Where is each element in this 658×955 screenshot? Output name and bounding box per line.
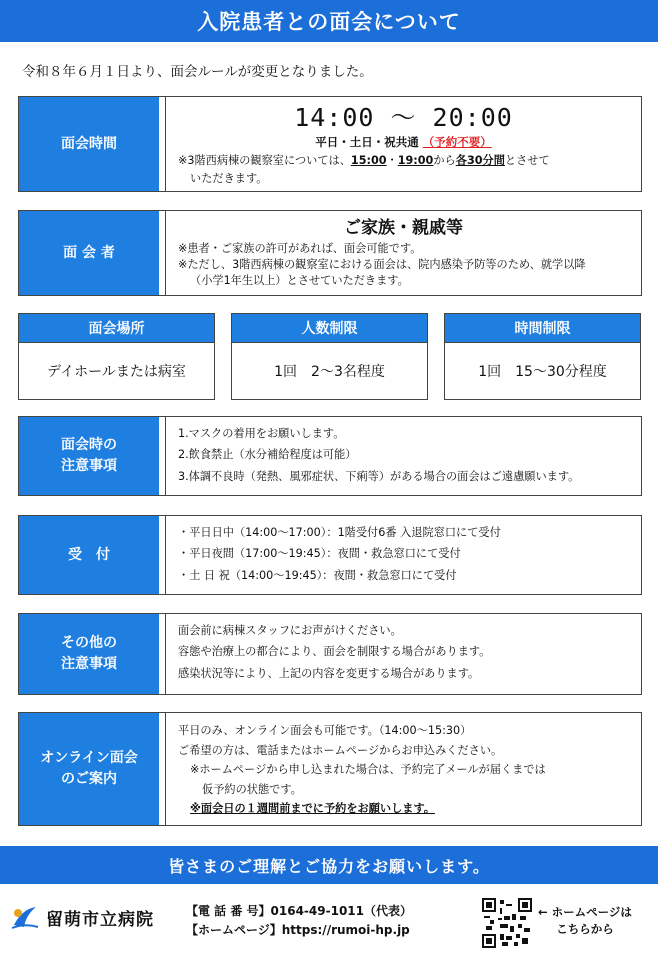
hospital-logo-icon (10, 903, 40, 931)
people-limit-head: 人数制限 (232, 314, 427, 342)
list-item: 面会前に病棟スタッフにお声がけください。 (178, 624, 402, 637)
place-value: デイホールまたは病室 (19, 342, 214, 399)
footer-message: 皆さまのご理解とご協力をお願いします。 (0, 846, 658, 884)
visit-days: 平日・土日・祝共通 (315, 135, 419, 149)
other-notes-section (18, 613, 642, 695)
list-item: 容態や治療上の都合により、面会を制限する場合があります。 (178, 645, 491, 659)
list-item: 感染状況等により、上記の内容を変更する場合があります。 (178, 666, 480, 680)
reception-section (18, 515, 642, 595)
time-limit-value: 1回 15～30分程度 (445, 342, 640, 399)
precautions-label: 面会時の 注意事項 (19, 417, 159, 495)
place-box (18, 313, 215, 400)
people-limit-value: 1回 2～3名程度 (232, 342, 427, 399)
no-reservation: （予約不要） (422, 135, 492, 149)
visit-hours-label: 面会時間 (19, 97, 159, 191)
reservation-deadline: ※面会日の１週間前までに予約をお願いします。 (190, 802, 435, 816)
homepage-url[interactable]: 【ホームページ】https://rumoi-hp.jp (186, 922, 410, 937)
visit-hours-section (18, 96, 642, 192)
list-item: ・土 日 祝（14:00～19:45）：夜間・救急窓口にて受付 (178, 568, 457, 582)
visitors-label: 面 会 者 (19, 211, 159, 295)
other-notes-label: その他の 注意事項 (19, 614, 159, 694)
page-title: 入院患者との面会について (0, 0, 658, 42)
list-item: 3.体調不良時（発熱、風邪症状、下痢等）がある場合の面会はご遠慮願います。 (178, 469, 580, 483)
contact-info (186, 902, 412, 939)
phone-number: 【電 話 番 号】0164-49-1011（代表） (186, 904, 412, 918)
list-item: 2.飲食禁止（水分補給程度は可能） (178, 448, 357, 462)
people-limit-box (231, 313, 428, 400)
list-item: ・平日夜間（17:00～19:45）：夜間・救急窓口にて受付 (178, 547, 461, 561)
online-visit-label: オンライン面会 のご案内 (19, 713, 159, 825)
intro-text: 令和８年６月１日より、面会ルールが変更となりました。 (22, 64, 373, 80)
observation-note: ※3階西病棟の観察室については、15:00・19:00から各30分間とさせて (178, 153, 550, 167)
place-head: 面会場所 (19, 314, 214, 342)
list-item: ・平日日中（14:00～17:00）：1階受付6番 入退院窓口にて受付 (178, 526, 501, 539)
homepage-link-note: ← ホームページは こちらから (538, 905, 632, 936)
precautions-section (18, 416, 642, 496)
time-limit-box (444, 313, 641, 400)
reception-label: 受 付 (19, 516, 159, 594)
visit-hours-content: 14:00 ～ 20:00 平日・土日・祝共通 （予約不要） ※3階西病棟の観察室については、15:00・19:00から各30分間とさせて いただきます。 (165, 97, 641, 191)
visit-time: 14:00 ～ 20:00 (294, 103, 513, 132)
online-visit-section: オンライン面会 のご案内 平日のみ、オンライン面会も可能です。（14:00～15:30） ご希望の方は、電話またはホームページからお申込みください。 ※ホームページから申し込まれた場合は、予約完了メールが届くまでは 仮予約の状態です。 ※面会日の１週間前までに予約をお願いします。 (18, 712, 642, 826)
hospital-name: 留萌市立病院 (46, 909, 154, 930)
visitors-head: ご家族・親戚等 (344, 218, 463, 238)
visitors-content: ご家族・親戚等 ※患者・ご家族の許可があれば、面会可能です。 ※ただし、3階西病棟の観察室における面会は、院内感染予防等のため、就学以降 （小学1年生以上）とさせていただきます。 (165, 211, 641, 295)
hospital-brand (10, 903, 154, 931)
list-item: 1.マスクの着用をお願いします。 (178, 427, 345, 440)
visitors-section (18, 210, 642, 296)
time-limit-head: 時間制限 (445, 314, 640, 342)
qr-code-icon[interactable] (482, 898, 532, 948)
